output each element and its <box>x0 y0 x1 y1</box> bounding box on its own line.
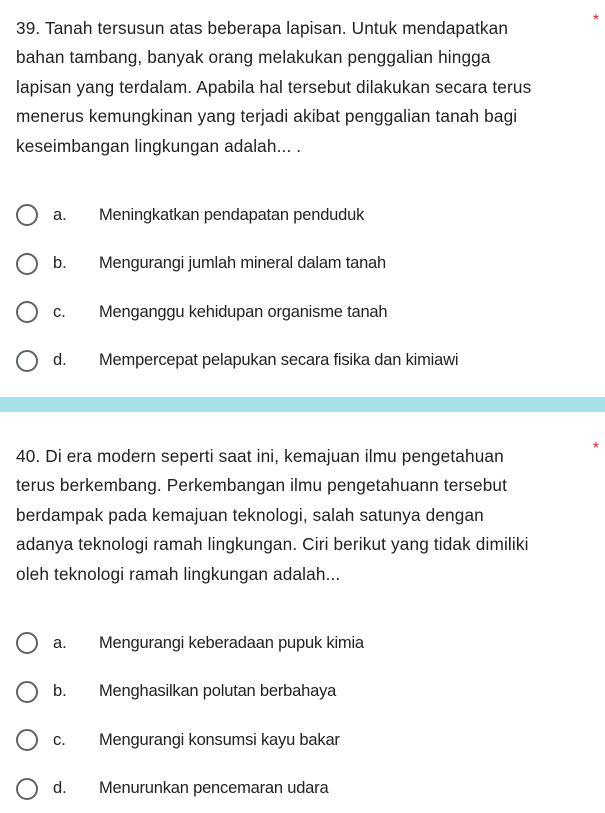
option-label: Menurunkan pencemaran udara <box>99 779 329 798</box>
option-a[interactable] <box>0 619 605 668</box>
question-line: 39. Tanah tersusun atas beberapa lapisan. Untuk mendapatkan <box>16 18 509 38</box>
required-asterisk: * <box>592 12 599 29</box>
question-line: oleh teknologi ramah lingkungan adalah... <box>16 563 341 584</box>
option-letter: b. <box>53 682 67 701</box>
option-letter: a. <box>53 205 67 224</box>
question-line: adanya teknologi ramah lingkungan. Ciri berikut yang tidak dimiliki <box>16 534 529 555</box>
option-letter: d. <box>53 779 67 798</box>
option-letter: b. <box>53 254 67 273</box>
option-b[interactable] <box>0 668 605 717</box>
option-letter: a. <box>53 633 67 652</box>
required-asterisk: * <box>592 440 599 457</box>
question-line: 40. Di era modern seperti saat ini, kemajuan ilmu pengetahuan <box>16 446 504 466</box>
option-label: Menganggu kehidupan organisme tanah <box>99 302 388 321</box>
radio-button[interactable] <box>16 729 38 751</box>
option-c[interactable] <box>0 716 605 765</box>
question-line: berdampak pada kemajuan teknologi, salah satunya dengan <box>16 504 484 525</box>
section-divider <box>0 397 605 412</box>
radio-button[interactable] <box>16 778 38 800</box>
option-label: Menghasilkan polutan berbahaya <box>99 682 337 701</box>
radio-button[interactable] <box>16 301 38 323</box>
option-label: Meningkatkan pendapatan penduduk <box>99 205 365 224</box>
question-header <box>0 0 605 161</box>
question-line: terus berkembang. Perkembangan ilmu pengetahuann tersebut <box>16 475 508 496</box>
question-line: menerus kemungkinan yang terjadi akibat penggalian tanah bagi <box>16 106 518 127</box>
question-39 <box>0 0 605 385</box>
option-label: Mengurangi jumlah mineral dalam tanah <box>99 254 387 273</box>
option-a[interactable] <box>0 191 605 240</box>
radio-button[interactable] <box>16 350 38 372</box>
option-letter: d. <box>53 351 67 370</box>
option-d[interactable] <box>0 337 605 386</box>
radio-button[interactable] <box>16 253 38 275</box>
radio-button[interactable] <box>16 681 38 703</box>
question-40 <box>0 428 605 813</box>
radio-button[interactable] <box>16 632 38 654</box>
option-letter: c. <box>53 302 66 321</box>
question-header <box>0 428 605 589</box>
radio-button[interactable] <box>16 204 38 226</box>
question-text <box>16 442 565 589</box>
option-c[interactable] <box>0 288 605 337</box>
option-label: Mempercepat pelapukan secara fisika dan kimiawi <box>99 351 459 370</box>
options-list <box>0 619 605 813</box>
question-line: keseimbangan lingkungan adalah... . <box>16 135 302 156</box>
option-label: Mengurangi konsumsi kayu bakar <box>99 730 340 749</box>
options-list <box>0 191 605 385</box>
option-b[interactable] <box>0 240 605 289</box>
question-line: bahan tambang, banyak orang melakukan penggalian hingga <box>16 47 491 68</box>
option-d[interactable] <box>0 765 605 813</box>
option-letter: c. <box>53 730 66 749</box>
option-label: Mengurangi keberadaan pupuk kimia <box>99 633 364 652</box>
question-line: lapisan yang terdalam. Apabila hal tersebut dilakukan secara terus <box>16 76 532 97</box>
question-text <box>16 14 565 161</box>
